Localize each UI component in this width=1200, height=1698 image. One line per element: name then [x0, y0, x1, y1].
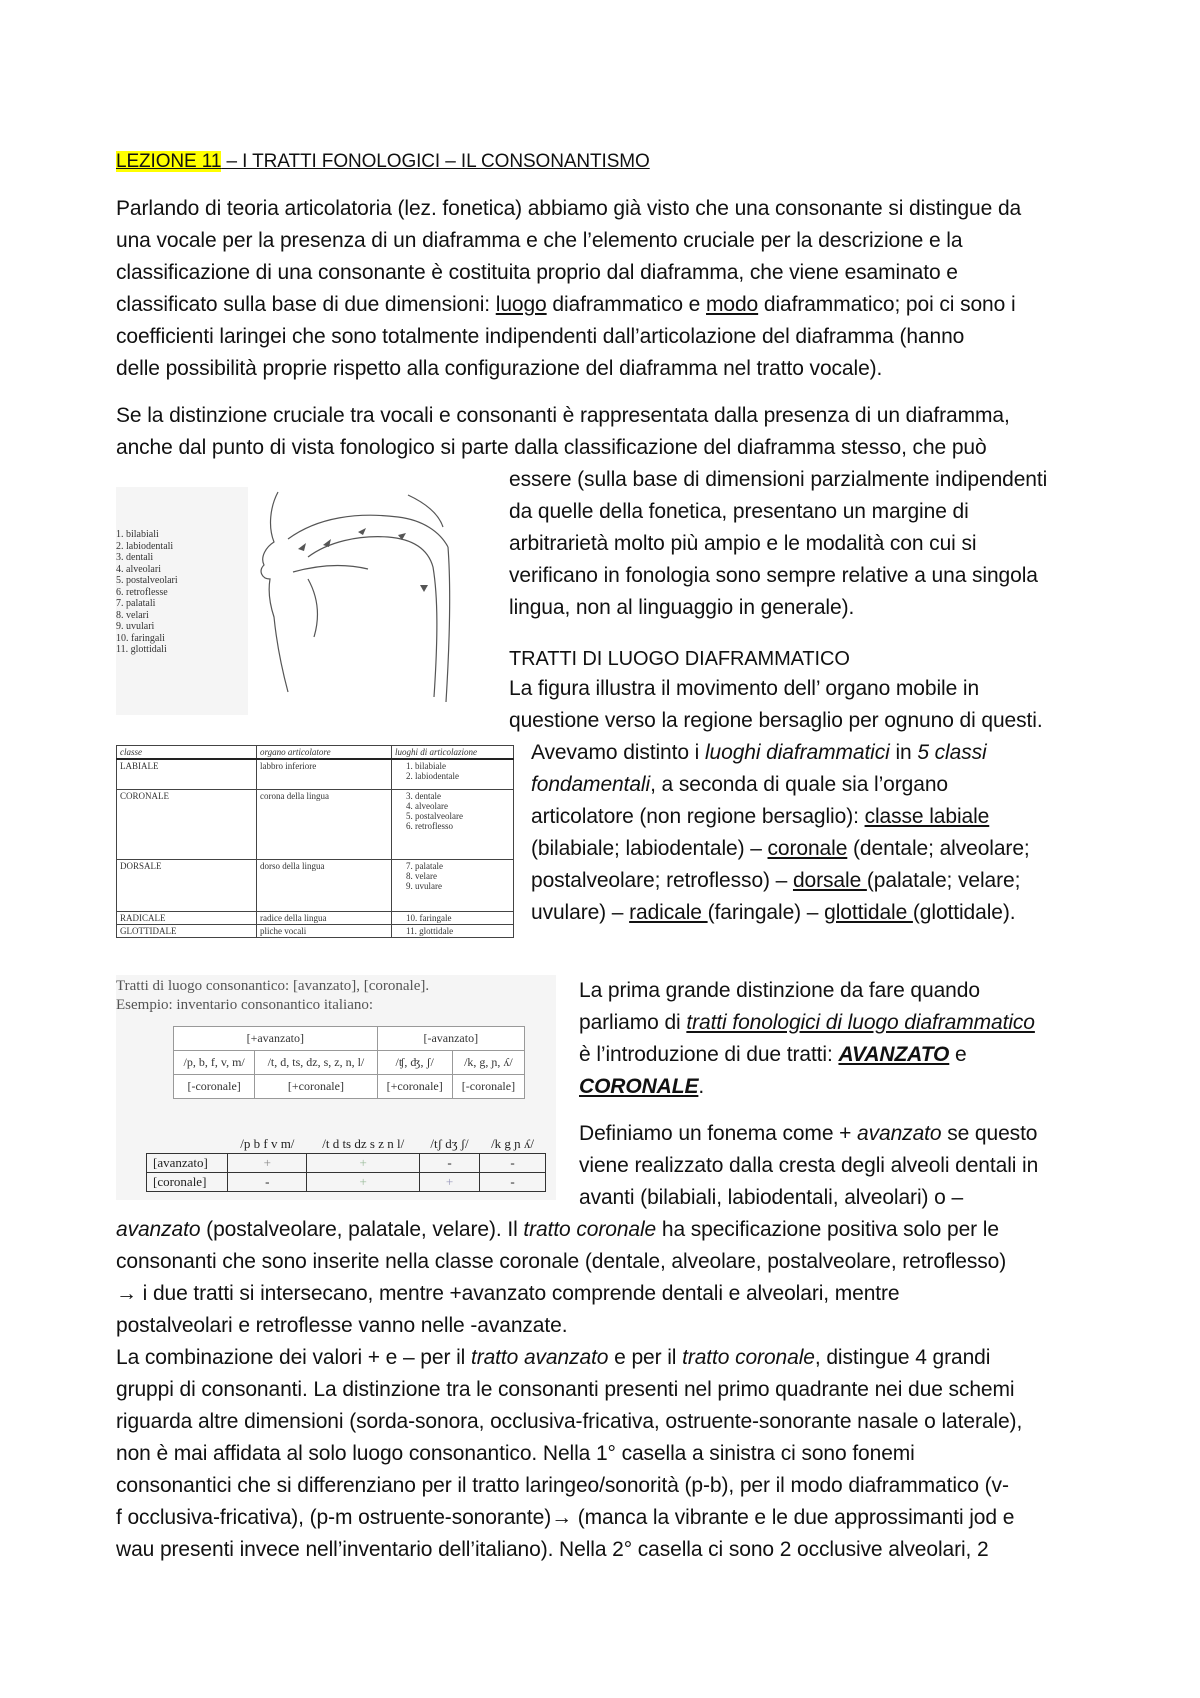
table-row: LABIALE labbro inferiore 1. bilabiale 2. labiodentale: [117, 759, 514, 789]
header-cell: classe: [117, 746, 257, 760]
p2-line-1: Se la distinzione cruciale tra vocali e consonanti è rappresentata dalla presenza di un diaframma,: [116, 404, 1010, 427]
page-title: [116, 146, 650, 178]
p2-line-5: arbitrarietà molto più ampio e le modalità con cui si: [509, 532, 977, 555]
table-row: /p, b, f, v, m/ /t, d, ts, dz, s, z, n, l/ /ʧ, ʤ, ʃ/ /k, g, ɲ, ʎ/: [174, 1051, 525, 1075]
p4-line-5: postalveolare; retroflesso) – dorsale (palatale; velare;: [531, 869, 1021, 892]
inventario-figure: [116, 975, 556, 1200]
section-heading: TRATTI DI LUOGO DIAFRAMMATICO: [509, 648, 850, 670]
table-row: [174, 1027, 525, 1051]
table-row: /p b f v m/ /t d ts dz s z n l/ /tʃ dʒ ʃ/ /k g ɲ ʎ/: [147, 1135, 546, 1154]
fig-list-item: 9. uvulari: [116, 621, 155, 632]
luogo-term: luogo: [495, 293, 547, 316]
p1-line-2: una vocale per la presenza di un diaframma e che l’elemento cruciale per la descrizione e la: [116, 229, 963, 252]
p6-line-1: Definiamo un fonema come + avanzato se questo: [579, 1122, 1038, 1145]
fig-list-item: 3. dentali: [116, 552, 154, 563]
p7-line-4: non è mai affidata al solo luogo consonantico. Nella 1° casella a sinistra ci sono fonemi: [116, 1442, 915, 1465]
p7-line-1: La combinazione dei valori + e – per il tratto avanzato e per il tratto coronale, distingue 4 grandi: [116, 1346, 991, 1369]
p5-line-4: CORONALE.: [579, 1075, 705, 1098]
p4-line-4: (bilabiale; labiodentale) – coronale (dentale; alveolare;: [531, 837, 1030, 860]
tratti-table: [146, 1135, 546, 1192]
p4-line-3: articolatore (non regione bersaglio): classe labiale: [531, 805, 990, 828]
p1-line-3: classificazione di una consonante è costituita proprio dal diaframma, che viene esaminato e: [116, 261, 958, 284]
table-row: GLOTTIDALE pliche vocali 11. glottidale: [117, 924, 514, 937]
inventario-table: [173, 1026, 525, 1099]
table-row: DORSALE dorso della lingua 7. palatale 8. velare 9. uvulare: [117, 859, 514, 911]
p4-line-1: Avevamo distinto i luoghi diaframmatici in 5 classi: [531, 741, 987, 764]
luoghi-table: [116, 745, 514, 938]
fig-list-item: 8. velari: [116, 609, 149, 621]
fig-list-item: 1. bilabiali: [116, 529, 159, 540]
p3-line-2: questione verso la regione bersaglio per ognuno di questi.: [509, 709, 1043, 732]
header-cell: organo articolatore: [257, 746, 392, 760]
p4-line-6: uvulare) – radicale (faringale) – glottidale (glottidale).: [531, 901, 1016, 924]
p1-line-5: coefficienti laringei che sono totalmente indipendenti dall’articolazione del diaframma (hanno: [116, 325, 965, 348]
fig-list-item: 4. alveolari: [116, 563, 161, 575]
vocal-tract-drawing: [248, 487, 498, 715]
fig-list-item: 6. retroflesse: [116, 586, 168, 598]
table-row: CORONALE corona della lingua 3. dentale 4. alveolare 5. postalveolare 6. retroflesso: [117, 789, 514, 859]
lesson-number: LEZIONE 11: [116, 151, 222, 172]
p2-line-7: lingua, non al linguaggio in generale).: [509, 596, 855, 619]
p7-line-7: wau presenti invece nell’inventario dell’italiano). Nella 2° casella ci sono 2 occlusive alveolari, 2: [116, 1538, 989, 1561]
p6-line-5: consonanti che sono inserite nella classe coronale (dentale, alveolare, postalveolare, retroflesso): [116, 1250, 1007, 1273]
table-row: [coronale] - + + -: [147, 1173, 546, 1192]
fig-list-item: 10. faringali: [116, 632, 165, 644]
modo-term: modo: [706, 293, 759, 316]
fig-list-item: 2. labiodentali: [116, 540, 174, 552]
minus-avanzato-header: [-avanzato]: [377, 1027, 524, 1051]
inventario-caption-1: Tratti di luogo consonantico: [avanzato], [coronale].: [116, 978, 430, 994]
title-text: – I TRATTI FONOLOGICI – IL CONSONANTISMO: [221, 151, 650, 172]
p5-line-1: La prima grande distinzione da fare quando: [579, 979, 980, 1002]
luoghi-header: [117, 746, 514, 760]
p7-line-3: riguarda altre dimensioni (sorda-sonora, occlusiva-fricativa, ostruente-sonorante nasale o laterale),: [116, 1410, 1023, 1433]
header-cell: luoghi di articolazione: [392, 746, 514, 760]
p6-line-7: postalveolari e retroflesse vanno nelle -avanzate.: [116, 1314, 568, 1337]
p6-line-4: avanzato (postalveolare, palatale, velare). Il tratto coronale ha specificazione positiva solo per le: [116, 1218, 999, 1241]
p2-line-2: anche dal punto di vista fonologico si parte dalla classificazione del diaframma stesso, che può: [116, 436, 987, 459]
p1-line-6: delle possibilità proprie rispetto alla configurazione del diaframma nel tratto vocale).: [116, 357, 883, 380]
p1-line-4: classificato sulla base di due dimensioni: luogo diaframmatico e modo diaframmatico; poi ci sono i: [116, 293, 1016, 316]
vocal-tract-figure: [116, 487, 488, 715]
p2-line-6: verificano in fonologia sono sempre relative a una singola: [509, 564, 1038, 587]
p7-line-5: consonantici che si differenziano per il tratto laringeo/sonorità (p-b), per il modo diaframmatico (v-: [116, 1474, 1009, 1497]
p7-line-2: gruppi di consonanti. La distinzione tra le consonanti presenti nel primo quadrante nei due schemi: [116, 1378, 1015, 1401]
p6-line-3: avanti (bilabiali, labiodentali, alveolari) o –: [579, 1186, 964, 1209]
p2-line-4: da quelle della fonetica, presentano un margine di: [509, 500, 969, 523]
inventario-caption-2: Esempio: inventario consonantico italiano:: [116, 997, 374, 1013]
p1-line-1: Parlando di teoria articolatoria (lez. fonetica) abbiamo già visto che una consonante si distingue da: [116, 197, 1022, 220]
p7-line-6: f occlusiva-fricativa), (p-m ostruente-sonorante)→ (manca la vibrante e le due approssimanti jod e: [116, 1506, 1015, 1529]
p2-line-3: essere (sulla base di dimensioni parzialmente indipendenti: [509, 468, 1048, 491]
p5-line-2: parliamo di tratti fonologici di luogo diaframmatico: [579, 1011, 1035, 1034]
table-row: [-coronale] [+coronale] [+coronale] [-coronale]: [174, 1075, 525, 1099]
p3-line-1: La figura illustra il movimento dell’ organo mobile in: [509, 677, 980, 700]
p5-line-3: è l’introduzione di due tratti: AVANZATO e: [579, 1043, 967, 1066]
plus-avanzato-header: [+avanzato]: [174, 1027, 378, 1051]
fig-list-item: 7. palatali: [116, 598, 156, 609]
p4-line-2: fondamentali, a seconda di quale sia l’organo: [531, 773, 948, 796]
p6-line-6: → i due tratti si intersecano, mentre +avanzato comprende dentali e alveolari, mentre: [116, 1282, 900, 1305]
fig-list-item: 11. glottidali: [116, 644, 167, 655]
p6-line-2: viene realizzato dalla cresta degli alveoli dentali in: [579, 1154, 1039, 1177]
fig-list-item: 5. postalveolari: [116, 575, 178, 586]
table-row: RADICALE radice della lingua 10. faringale: [117, 911, 514, 924]
table-row: [avanzato] + + - -: [147, 1154, 546, 1173]
fig-list: [116, 529, 246, 656]
